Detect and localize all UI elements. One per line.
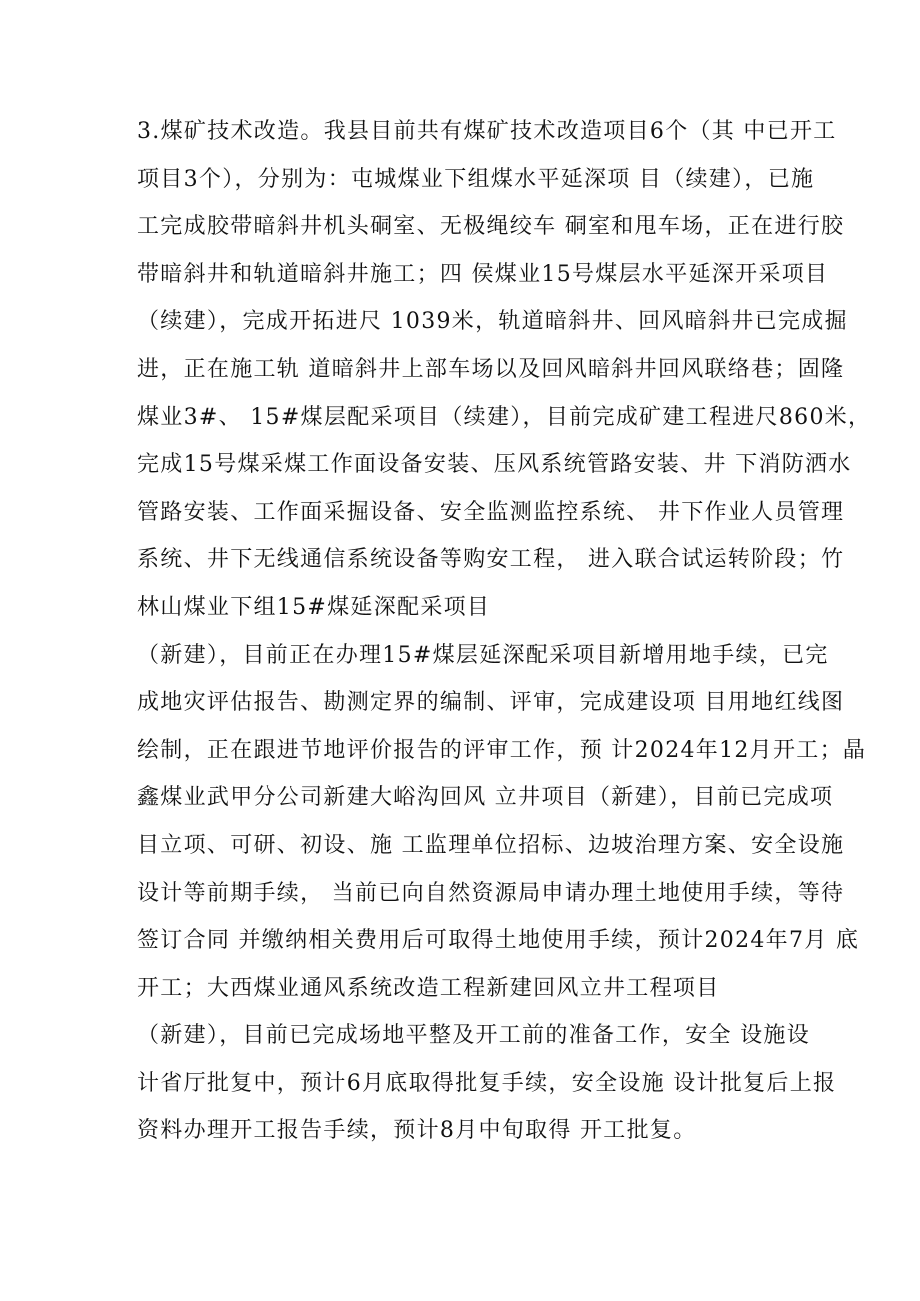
- text-line: 鑫煤业武甲分公司新建大峪沟回风 立井项目（新建），目前已完成项: [137, 785, 834, 811]
- text-line: 目立项、可研、初设、施 工监理单位招标、边坡治理方案、安全设施: [137, 832, 845, 858]
- text-line: 工完成胶带暗斜井机头硐室、无极绳绞车 硐室和甩车场，正在进行胶: [137, 214, 845, 240]
- text-line: 3.煤矿技术改造。我县目前共有煤矿技术改造项目6个（其 中已开工: [137, 119, 837, 144]
- text-line: 设计等前期手续， 当前已向自然资源局申请办理土地使用手续，等待: [137, 880, 845, 906]
- text-line: 完成15号煤采煤工作面设备安装、压风系统管路安装、井 下消防洒水: [137, 452, 852, 478]
- text-line: 签订合同 并缴纳相关费用后可取得土地使用手续，预计2024年7月 底: [137, 928, 860, 954]
- paragraph-coal-mine-renovation: [137, 108, 872, 1155]
- text-line: 绘制，正在跟进节地评价报告的评审工作，预 计2024年12月开工；晶: [137, 737, 867, 763]
- text-line: 系统、井下无线通信系统设备等购安工程， 进入联合试运转阶段；竹: [137, 547, 845, 573]
- text-line: 进，正在施工轨 道暗斜井上部车场以及回风暗斜井回风联络巷；固隆: [137, 356, 845, 382]
- text-line: 带暗斜井和轨道暗斜井施工；四 侯煤业15号煤层水平延深开采项目: [137, 261, 829, 287]
- text-line: 资料办理开工报告手续，预计8月中旬取得 开工批复。: [137, 1118, 697, 1144]
- text-line: （新建），目前正在办理15#煤层延深配采项目新增用地手续，已完: [137, 642, 829, 668]
- text-line: 林山煤业下组15#煤延深配采项目: [137, 594, 491, 620]
- text-line: 计省厅批复中，预计6月底取得批复手续，安全设施 设计批复后上报: [137, 1070, 837, 1096]
- text-line: 成地灾评估报告、勘测定界的编制、评审，完成建设项 目用地红线图: [137, 690, 845, 716]
- text-line: （续建），完成开拓进尺 1039米，轨道暗斜井、回风暗斜井已完成掘: [137, 309, 848, 335]
- text-line: 开工；大西煤业通风系统改造工程新建回风立井工程项目: [137, 975, 720, 1001]
- text-line: （新建），目前已完成场地平整及开工前的准备工作，安全 设施设: [137, 1023, 810, 1049]
- text-line: 项目3个），分别为：屯城煤业下组煤水平延深项 目（续建），已施: [137, 166, 815, 192]
- text-line: 煤业3#、 15#煤层配采项目（续建），目前完成矿建工程进尺860米，: [137, 404, 872, 430]
- text-line: 管路安装、工作面采掘设备、安全监测监控系统、 井下作业人员管理: [137, 499, 845, 525]
